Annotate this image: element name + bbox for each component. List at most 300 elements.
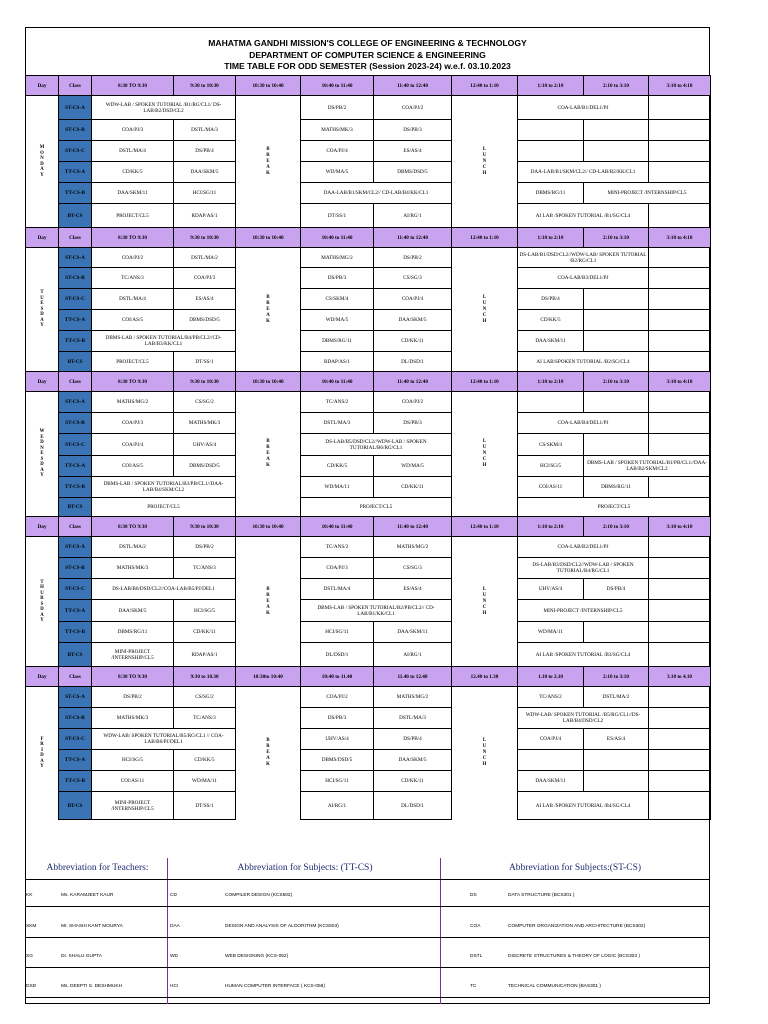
schedule-cell: AI/RG/1 — [301, 792, 374, 820]
time-header-cell: 10:40 to 11.40 — [301, 667, 374, 687]
lunch-column: L U N C H — [452, 392, 518, 517]
schedule-cell: COA/PJ/4 — [301, 141, 374, 162]
schedule-cell: COA/PJ/2 — [374, 392, 452, 413]
schedule-cell — [584, 622, 649, 643]
class-row — [26, 310, 711, 331]
divider — [25, 997, 710, 998]
class-row — [26, 120, 711, 141]
schedule-cell: DSTL/MA/3 — [174, 120, 236, 141]
schedule-cell: DT/SS/1 — [174, 792, 236, 820]
schedule-cell: DT/SS/1 — [174, 352, 236, 372]
schedule-cell: COI/AS/11 — [92, 771, 174, 792]
break-column: B R E A K — [236, 687, 301, 820]
time-header-cell: 1:10 to 2:10 — [518, 517, 584, 537]
time-header-cell: 11.40 to 12.40 — [374, 667, 452, 687]
class-row — [26, 204, 711, 228]
schedule-cell: CD/KK/11 — [174, 622, 236, 643]
schedule-cell: DBMS/DSD/5 — [174, 310, 236, 331]
schedule-cell — [649, 600, 711, 622]
schedule-cell: AI LAB /SPOKEN TUTORIAL /B1/SG/CL4 — [518, 204, 649, 228]
schedule-cell — [649, 643, 711, 667]
schedule-cell: DSTL/MA/2 — [92, 537, 174, 558]
class-row — [26, 434, 711, 456]
schedule-cell: AI LAB /SPOKEN TUTORIAL /B3/SG/CL4 — [518, 643, 649, 667]
schedule-cell: COA/PJ/4 — [92, 434, 174, 456]
schedule-cell — [584, 141, 649, 162]
class-row — [26, 183, 711, 204]
st-subjects-abbr-title: Abbreviation for Subjects:(ST-CS) — [508, 863, 642, 873]
time-header-cell: 9:30 to 10:30 — [174, 76, 236, 96]
schedule-cell: CS/SG/3 — [374, 558, 452, 579]
schedule-cell: DS/PB/2 — [174, 537, 236, 558]
schedule-cell: DBMS/DSD/5 — [301, 750, 374, 771]
time-header-row — [26, 76, 711, 96]
schedule-cell: DS/PB/4 — [174, 141, 236, 162]
tt-subject-name: WEB DESIGNING (KCS-052) — [225, 954, 289, 959]
time-header-cell: 9:30 to 10.30 — [174, 667, 236, 687]
schedule-cell — [584, 392, 649, 413]
teacher-name: Dr. SHALU GUPTA — [61, 954, 102, 959]
schedule-cell: COA/PJ/3 — [301, 558, 374, 579]
time-header-cell: Day — [26, 228, 59, 248]
tt-subjects-abbr-title: Abbreviation for Subjects: (TT-CS) — [237, 863, 373, 873]
class-label: TT-CS-A — [59, 162, 92, 183]
time-header-cell: 1.10 to 2.10 — [518, 667, 584, 687]
schedule-cell — [518, 141, 584, 162]
class-label: BT-CS — [59, 352, 92, 372]
schedule-cell: DS-LAB/B3/DSD/CL2//WDW-LAB / SPOKEN TUTORIAL/B4/RG/CL1 — [518, 558, 649, 579]
schedule-cell: DAA/SKM/11 — [518, 331, 584, 352]
schedule-cell — [649, 537, 711, 558]
schedule-cell: PROJECT/CL5 — [92, 204, 174, 228]
schedule-cell: CD/KK/5 — [174, 750, 236, 771]
time-header-row — [26, 667, 711, 687]
class-row — [26, 477, 711, 498]
schedule-cell: MINI-PROJECT /INTERNSHIP/CL5 — [92, 792, 174, 820]
schedule-cell: WDW-LAB/ SPOKEN TUTORIAL/B5/RG/CL1 // COA-LAB/B6/PJ/DEL1 — [92, 729, 236, 750]
class-row — [26, 792, 711, 820]
schedule-cell: TC/ANS/3 — [92, 268, 174, 289]
time-header-cell: Class — [59, 372, 92, 392]
schedule-cell — [649, 792, 711, 820]
time-header-cell: 12:40 to 1:10 — [452, 76, 518, 96]
class-label: TT-CS-B — [59, 183, 92, 204]
st-subject-code: TC — [470, 984, 477, 989]
schedule-cell — [649, 248, 711, 268]
schedule-cell — [649, 413, 711, 434]
day-label: T H U R S D A Y — [26, 537, 59, 667]
day-label: W E D N E S D A Y — [26, 392, 59, 517]
time-header-cell: 12:40 to 1:10 — [452, 372, 518, 392]
class-label: ST-CS-C — [59, 289, 92, 310]
class-row — [26, 289, 711, 310]
schedule-cell: DSTL/MA/4 — [92, 289, 174, 310]
divider — [25, 937, 710, 938]
schedule-cell — [649, 352, 711, 372]
time-header-cell: 3.10 to 4.10 — [649, 667, 711, 687]
time-header-cell: Class — [59, 667, 92, 687]
time-header-cell: Day — [26, 517, 59, 537]
schedule-cell — [649, 558, 711, 579]
class-label: TT-CS-A — [59, 456, 92, 477]
schedule-cell — [649, 750, 711, 771]
schedule-cell: CS/SG/2 — [174, 392, 236, 413]
schedule-cell — [518, 120, 584, 141]
schedule-cell: RDAP/AS/1 — [174, 204, 236, 228]
schedule-cell: WDW-LAB / SPOKEN TUTORIAL /B1/RG/CL1/ DS-LAB/B2/DSD/CL2 — [92, 96, 236, 120]
schedule-cell: HCI/SG/5 — [92, 750, 174, 771]
schedule-cell: DAA/SKM/11 — [518, 771, 584, 792]
class-label: ST-CS-B — [59, 708, 92, 729]
schedule-cell: CS/SG/3 — [374, 268, 452, 289]
time-header-cell: 12:40 to 1:10 — [452, 228, 518, 248]
schedule-cell — [649, 289, 711, 310]
schedule-cell: DS/PB/4 — [518, 289, 584, 310]
schedule-cell: CD/KK/11 — [374, 331, 452, 352]
schedule-cell: DS/PB/2 — [301, 96, 374, 120]
schedule-cell — [649, 434, 711, 456]
lunch-column: L U N C H — [452, 687, 518, 820]
time-header-cell: 8:30 TO 9:30 — [92, 228, 174, 248]
class-label: ST-CS-B — [59, 120, 92, 141]
teacher-code: DSD — [26, 984, 37, 989]
class-row — [26, 600, 711, 622]
divider — [25, 879, 710, 880]
class-label: ST-CS-B — [59, 268, 92, 289]
schedule-cell: MATHS/MK/3 — [174, 413, 236, 434]
schedule-cell: TC/ANS/3 — [174, 558, 236, 579]
schedule-cell: DL/DSD/1 — [374, 352, 452, 372]
time-header-row — [26, 372, 711, 392]
schedule-cell: AI/RG/1 — [374, 204, 452, 228]
class-label: ST-CS-B — [59, 558, 92, 579]
schedule-cell: TC/ANS/3 — [174, 708, 236, 729]
schedule-cell: DS/PB/3 — [374, 413, 452, 434]
lunch-column: L U N C H — [452, 96, 518, 228]
teacher-code: SKM — [26, 924, 37, 929]
schedule-cell: DSTL/MA/4 — [92, 141, 174, 162]
time-header-cell: 2:10 to 3:10 — [584, 372, 649, 392]
schedule-cell: DBMS/RG/11 — [584, 477, 649, 498]
time-header-cell: 10:40 to 11:40 — [301, 76, 374, 96]
time-header-cell: 10:30to 10:40 — [236, 667, 301, 687]
schedule-cell: ES/AS/4 — [374, 579, 452, 600]
class-row — [26, 392, 711, 413]
class-row — [26, 771, 711, 792]
day-label: M O N D A Y — [26, 96, 59, 228]
schedule-cell — [649, 162, 711, 183]
schedule-cell: WD/MA/11 — [301, 477, 374, 498]
college-name: MAHATMA GANDHI MISSION'S COLLEGE OF ENGINEERING & TECHNOLOGY — [208, 38, 527, 48]
time-header-cell: 10:40 to 11:40 — [301, 517, 374, 537]
time-header-cell: 11:40 to 12:40 — [374, 372, 452, 392]
class-label: TT-CS-A — [59, 600, 92, 622]
teacher-code: SG — [26, 954, 33, 959]
class-label: TT-CS-B — [59, 771, 92, 792]
schedule-cell: COI/AS/11 — [518, 477, 584, 498]
schedule-cell: CS/SKM/4 — [518, 434, 584, 456]
time-header-cell: 8:30 TO 9:30 — [92, 667, 174, 687]
schedule-cell — [649, 96, 711, 120]
schedule-cell — [584, 771, 649, 792]
time-header-cell: Day — [26, 76, 59, 96]
schedule-cell: CS/SKM/4 — [301, 289, 374, 310]
time-header-cell: 3:10 to 4:10 — [649, 372, 711, 392]
schedule-cell: WD/MA/5 — [301, 310, 374, 331]
time-header-cell: 11:40 to 12:40 — [374, 517, 452, 537]
st-subject-name: DISCRETE STRUCTURES & THEORY OF LOGIC (BCS303 ) — [508, 954, 640, 959]
schedule-cell: WD/MA/5 — [301, 162, 374, 183]
class-label: ST-CS-A — [59, 96, 92, 120]
schedule-cell: ES/AS/4 — [174, 289, 236, 310]
schedule-cell: TC/ANS/2 — [518, 687, 584, 708]
schedule-cell — [649, 120, 711, 141]
schedule-cell: COI/AS/5 — [92, 456, 174, 477]
tt-subject-code: HCI — [170, 984, 179, 989]
schedule-cell — [649, 729, 711, 750]
class-label: ST-CS-C — [59, 729, 92, 750]
time-header-cell: 2:10 to 3:10 — [584, 228, 649, 248]
schedule-cell: COA/PJ/3 — [174, 268, 236, 289]
schedule-cell: HCI/SG/11 — [174, 183, 236, 204]
schedule-cell: COA-LAB/B1/DEL1/PJ — [518, 96, 649, 120]
teachers-abbr-title: Abbreviation for Teachers: — [46, 863, 149, 873]
class-row — [26, 622, 711, 643]
schedule-cell: AI LAB/SPOKEN TUTORIAL /B2/SG/CL4 — [518, 352, 649, 372]
document-header — [26, 28, 709, 76]
break-column: B R E A K — [236, 96, 301, 228]
schedule-cell — [649, 141, 711, 162]
schedule-cell: DAA/SKM/5 — [174, 162, 236, 183]
class-row — [26, 558, 711, 579]
time-header-row — [26, 228, 711, 248]
schedule-cell: AI LAB /SPOKEN TUTORIAL /B4/SG/CL4 — [518, 792, 649, 820]
schedule-cell: DSTL/MA/2 — [584, 687, 649, 708]
schedule-cell: WD/MA/11 — [174, 771, 236, 792]
schedule-cell — [518, 750, 584, 771]
time-header-cell: Day — [26, 667, 59, 687]
schedule-cell: DS-LAB/B5/DSD/CL2//WDW-LAB / SPOKEN TUTORIAL/B6/RG/CL1 — [301, 434, 452, 456]
class-row — [26, 413, 711, 434]
class-row — [26, 750, 711, 771]
schedule-cell — [649, 392, 711, 413]
tt-subject-code: WD — [170, 954, 178, 959]
st-subject-code: DSTL — [470, 954, 483, 959]
department-name: DEPARTMENT OF COMPUTER SCIENCE & ENGINEERING — [249, 49, 486, 60]
schedule-cell: DAA-LAB/B1/SKM/CL2// CD-LAB/B4/KK/CL1 — [301, 183, 452, 204]
schedule-cell: WD/MA/11 — [518, 622, 584, 643]
timetable-title: TIME TABLE FOR ODD SEMESTER (Session 2023-24) w.e.f. 03.10.2023 — [224, 61, 511, 71]
time-header-cell: 8:30 TO 9:30 — [92, 372, 174, 392]
schedule-cell: DAA/SKM/11 — [374, 622, 452, 643]
schedule-cell: ES/AS/4 — [374, 141, 452, 162]
time-header-cell: 12.40 to 1.30 — [452, 667, 518, 687]
schedule-cell: UHV/AS/4 — [301, 729, 374, 750]
teacher-name: Ms. KARAMJEET KAUR — [61, 893, 114, 898]
schedule-cell: HCI/SG/5 — [518, 456, 584, 477]
schedule-cell: DS/PB/3 — [301, 708, 374, 729]
schedule-cell: COI/AS/5 — [92, 310, 174, 331]
break-column: B R E A K — [236, 537, 301, 667]
class-row — [26, 162, 711, 183]
time-header-cell: 10:40 to 11:40 — [301, 228, 374, 248]
schedule-cell — [584, 289, 649, 310]
class-label: ST-CS-B — [59, 413, 92, 434]
time-header-cell: 3:10 to 4:10 — [649, 228, 711, 248]
schedule-cell: CD/KK/11 — [374, 477, 452, 498]
class-label: BT-CS — [59, 643, 92, 667]
schedule-cell: DBMS/RG/11 — [518, 183, 584, 204]
class-row — [26, 729, 711, 750]
schedule-cell: MINI-PROJECT /INTERNSHIP/CL5 — [92, 643, 174, 667]
class-row — [26, 579, 711, 600]
time-header-cell: 2:10 to 3:10 — [584, 667, 649, 687]
schedule-cell: PROJECT/CL5 — [92, 352, 174, 372]
class-label: TT-CS-B — [59, 477, 92, 498]
schedule-cell: DBMS-LAB / SPOKEN TUTORIAL/B4/PB/CL2//CD-LAB/B3/KK/CL1 — [92, 331, 236, 352]
schedule-cell — [584, 434, 649, 456]
schedule-cell: HCI/SG/11 — [301, 622, 374, 643]
st-subject-name: COMPUTER ORGANIZATION AND ARCHITECTURE (BCS302) — [508, 924, 646, 929]
class-row — [26, 352, 711, 372]
class-label: BT-CS — [59, 498, 92, 517]
schedule-cell: DBMS-LAB / SPOKEN TUTORIAL/B2/PB/CL2// CD-LAB/B1/KK/CL1 — [301, 600, 452, 622]
schedule-cell: DBMS-LAB / SPOKEN TUTORIAL/B1/PB/CL1//DAA-LAB/B2/SKM/CL2 — [584, 456, 711, 477]
schedule-cell: DS/PB/2 — [374, 248, 452, 268]
time-header-cell: 10:30 to 10:40 — [236, 228, 301, 248]
tt-subject-name: HUMAN COMPUTER INTERFACE ( KCS-058) — [225, 984, 325, 989]
schedule-cell: DS/PB/3 — [374, 120, 452, 141]
time-header-cell: 8:30 TO 9:30 — [92, 517, 174, 537]
schedule-cell: DT/SS/1 — [301, 204, 374, 228]
time-header-cell: 9:30 to 10:30 — [174, 517, 236, 537]
schedule-cell: COA/PJ/4 — [374, 289, 452, 310]
schedule-cell — [649, 477, 711, 498]
time-header-cell: 11:40 to 12:40 — [374, 228, 452, 248]
class-label: ST-CS-A — [59, 392, 92, 413]
class-label: ST-CS-A — [59, 248, 92, 268]
time-header-cell: 9:30 to 10:30 — [174, 372, 236, 392]
class-row — [26, 248, 711, 268]
st-subject-name: TECHNICAL COMMUNICATION (BAS301 ) — [508, 984, 602, 989]
schedule-cell — [584, 310, 649, 331]
schedule-cell: DAA/SKM/11 — [92, 183, 174, 204]
class-row — [26, 331, 711, 352]
schedule-cell: MATHS/MG/2 — [374, 687, 452, 708]
schedule-cell: COA/PJ/4 — [518, 729, 584, 750]
schedule-cell: DS/PB/2 — [92, 687, 174, 708]
schedule-cell: DS/PB/4 — [374, 729, 452, 750]
time-header-cell: 10:30 to 10:40 — [236, 372, 301, 392]
class-label: TT-CS-A — [59, 750, 92, 771]
day-label: T U E S D A Y — [26, 248, 59, 372]
schedule-cell: DS-LAB/B1/DSD/CL2//WDW-LAB/ SPOKEN TUTORIAL /B2/RG/CL1 — [518, 248, 649, 268]
schedule-cell: DS/PB/3 — [301, 268, 374, 289]
schedule-cell: UHV/AS/4 — [518, 579, 584, 600]
schedule-cell: MATHS/MG/2 — [374, 537, 452, 558]
schedule-cell: MATHS/MK/3 — [92, 558, 174, 579]
schedule-cell: DL/DSD/1 — [301, 643, 374, 667]
class-row — [26, 708, 711, 729]
schedule-cell: DSTL/MA/3 — [301, 413, 374, 434]
break-column: B R E A K — [236, 392, 301, 517]
schedule-cell: CD/KK/11 — [374, 771, 452, 792]
class-row — [26, 498, 711, 517]
schedule-cell: COA-LAB/B3/DEL1/PJ — [518, 268, 649, 289]
st-subject-code: DS — [470, 893, 477, 898]
class-row — [26, 456, 711, 477]
schedule-cell: DS-LAB/B6/DSD/CL2//COA-LAB/B5/PJ/DEL1 — [92, 579, 236, 600]
schedule-cell: PROJECT/CL5 — [518, 498, 711, 517]
time-header-cell: 11:40 to 12:40 — [374, 76, 452, 96]
schedule-cell: MINI-PROJECT /INTERNSHIP/CL5 — [518, 600, 649, 622]
tt-subject-name: COMPILER DESIGN (KCS502) — [225, 893, 293, 898]
schedule-cell: HCI/SG/5 — [174, 600, 236, 622]
schedule-cell: WD/MA/5 — [374, 456, 452, 477]
schedule-cell: AI/RG/1 — [374, 643, 452, 667]
schedule-cell — [649, 771, 711, 792]
schedule-cell: ES/AS/4 — [584, 729, 649, 750]
time-header-cell: 10:30 to 10:40 — [236, 76, 301, 96]
schedule-cell: DAA-LAB/B1/SKM/CL2// CD-LAB/B2/KK/CL1 — [518, 162, 649, 183]
schedule-cell: DSTL/MA/4 — [301, 579, 374, 600]
schedule-cell — [649, 687, 711, 708]
schedule-cell: DBMS/DSD/5 — [374, 162, 452, 183]
schedule-cell: COA-LAB/B4/DEL1/PJ — [518, 413, 649, 434]
time-header-cell: 3:10 to 4:10 — [649, 517, 711, 537]
time-header-cell: 2:10 to 3:10 — [584, 76, 649, 96]
schedule-cell: UHV/AS/4 — [174, 434, 236, 456]
time-header-cell: 3:10 to 4:10 — [649, 76, 711, 96]
schedule-cell — [584, 120, 649, 141]
schedule-cell — [649, 622, 711, 643]
time-header-row — [26, 517, 711, 537]
schedule-cell: COA/PJ/2 — [301, 687, 374, 708]
time-header-cell: 9:30 to 10:30 — [174, 228, 236, 248]
class-row — [26, 537, 711, 558]
schedule-cell — [649, 708, 711, 729]
schedule-cell: COA/PJ/2 — [92, 248, 174, 268]
class-label: BT-CS — [59, 204, 92, 228]
divider — [25, 967, 710, 968]
schedule-cell: COA-LAB/B2/DEL1/PJ — [518, 537, 649, 558]
day-label: F R I D A Y — [26, 687, 59, 820]
time-header-cell: 2:10 to 3:10 — [584, 517, 649, 537]
break-column: B R E A K — [236, 248, 301, 372]
class-row — [26, 141, 711, 162]
schedule-cell: CD/KK/5 — [518, 310, 584, 331]
schedule-cell — [649, 310, 711, 331]
schedule-cell: HCI/SG/11 — [301, 771, 374, 792]
class-row — [26, 687, 711, 708]
class-label: ST-CS-A — [59, 537, 92, 558]
schedule-cell: DAA/SKM/5 — [92, 600, 174, 622]
class-label: ST-CS-A — [59, 687, 92, 708]
teacher-name: Ms. DEEPTI S. DESHMUKH — [61, 984, 123, 989]
schedule-cell: COA/PJ/3 — [92, 413, 174, 434]
schedule-cell: DBMS/DSD/5 — [174, 456, 236, 477]
class-label: ST-CS-C — [59, 579, 92, 600]
schedule-cell: DBMS/RG/11 — [301, 331, 374, 352]
divider — [25, 906, 710, 907]
schedule-cell: DAA/SKM/5 — [374, 310, 452, 331]
time-header-cell: 1:10 to 2:10 — [518, 76, 584, 96]
class-label: TT-CS-B — [59, 622, 92, 643]
class-label: TT-CS-B — [59, 331, 92, 352]
lunch-column: L U N C H — [452, 248, 518, 372]
schedule-cell: MATHS/MG/2 — [92, 392, 174, 413]
time-header-cell: Day — [26, 372, 59, 392]
